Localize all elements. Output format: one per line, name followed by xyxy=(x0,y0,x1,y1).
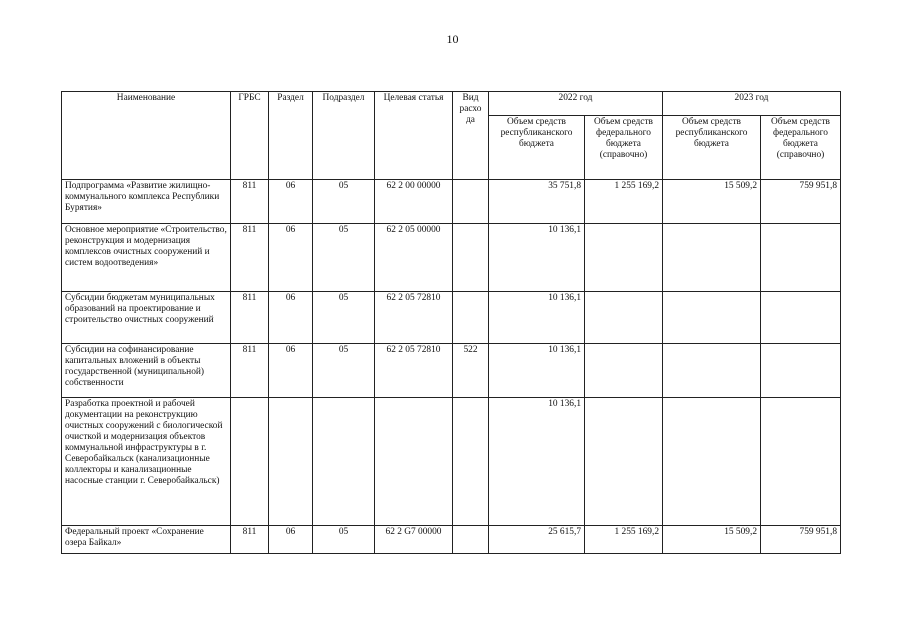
cell-razdel: 06 xyxy=(269,180,313,224)
header-celevaya: Целевая статья xyxy=(375,92,453,180)
cell-rep-2023 xyxy=(663,398,761,526)
budget-table xyxy=(61,91,841,554)
cell-razdel xyxy=(269,398,313,526)
cell-rep-2023: 15 509,2 xyxy=(663,180,761,224)
table-row xyxy=(62,526,841,554)
header-year-2023: 2023 год xyxy=(663,92,841,116)
cell-razdel: 06 xyxy=(269,224,313,292)
header-vid: Вид расхо да xyxy=(453,92,489,180)
header-fed-2022: Объем средств федерального бюджета (справочно) xyxy=(585,116,663,180)
header-fed-2023: Объем средств федерального бюджета (справочно) xyxy=(761,116,841,180)
cell-name: Субсидии бюджетам муниципальных образований на проектирование и строительство очистных сооружений xyxy=(62,292,231,344)
cell-celevaya: 62 2 05 72810 xyxy=(375,292,453,344)
cell-vid xyxy=(453,526,489,554)
cell-name: Субсидии на софинансирование капитальных вложений в объекты государственной (муниципальной) собственности xyxy=(62,344,231,398)
cell-celevaya: 62 2 00 00000 xyxy=(375,180,453,224)
cell-podrazdel: 05 xyxy=(313,526,375,554)
table-row xyxy=(62,344,841,398)
page-number: 10 xyxy=(446,32,459,46)
cell-vid xyxy=(453,292,489,344)
cell-vid xyxy=(453,224,489,292)
cell-name: Подпрограмма «Развитие жилищно-коммунального комплекса Республики Бурятия» xyxy=(62,180,231,224)
cell-rep-2023: 15 509,2 xyxy=(663,526,761,554)
cell-razdel: 06 xyxy=(269,344,313,398)
header-grbs: ГРБС xyxy=(231,92,269,180)
header-razdel: Раздел xyxy=(269,92,313,180)
cell-grbs: 811 xyxy=(231,224,269,292)
cell-vid xyxy=(453,180,489,224)
cell-rep-2022: 10 136,1 xyxy=(489,224,585,292)
cell-fed-2023 xyxy=(761,344,841,398)
cell-grbs: 811 xyxy=(231,180,269,224)
header-rep-2022: Объем средств республиканского бюджета xyxy=(489,116,585,180)
cell-fed-2023: 759 951,8 xyxy=(761,526,841,554)
cell-grbs: 811 xyxy=(231,344,269,398)
cell-rep-2023 xyxy=(663,292,761,344)
cell-rep-2022: 10 136,1 xyxy=(489,344,585,398)
table-body xyxy=(62,180,841,554)
cell-vid: 522 xyxy=(453,344,489,398)
cell-podrazdel xyxy=(313,398,375,526)
cell-fed-2023 xyxy=(761,292,841,344)
cell-celevaya: 62 2 05 72810 xyxy=(375,344,453,398)
cell-rep-2022: 10 136,1 xyxy=(489,292,585,344)
cell-name: Разработка проектной и рабочей документации на реконструкцию очистных сооружений с биологической очисткой и модернизация объектов коммунальной инфраструктуры в г. Северобайкальск (канализационные коллекторы и канализационные насосные станции г. Северобайкальск) xyxy=(62,398,231,526)
cell-celevaya: 62 2 G7 00000 xyxy=(375,526,453,554)
cell-celevaya: 62 2 05 00000 xyxy=(375,224,453,292)
cell-fed-2023 xyxy=(761,398,841,526)
cell-grbs: 811 xyxy=(231,292,269,344)
cell-grbs xyxy=(231,398,269,526)
cell-rep-2022: 10 136,1 xyxy=(489,398,585,526)
cell-razdel: 06 xyxy=(269,292,313,344)
cell-rep-2022: 25 615,7 xyxy=(489,526,585,554)
cell-razdel: 06 xyxy=(269,526,313,554)
cell-rep-2023 xyxy=(663,224,761,292)
cell-rep-2023 xyxy=(663,344,761,398)
cell-fed-2022: 1 255 169,2 xyxy=(585,180,663,224)
table-header xyxy=(62,92,841,180)
cell-fed-2022 xyxy=(585,224,663,292)
cell-fed-2023: 759 951,8 xyxy=(761,180,841,224)
table-row xyxy=(62,224,841,292)
cell-fed-2022 xyxy=(585,398,663,526)
cell-fed-2022: 1 255 169,2 xyxy=(585,526,663,554)
header-name: Наименование xyxy=(62,92,231,180)
header-year-2022: 2022 год xyxy=(489,92,663,116)
cell-fed-2023 xyxy=(761,224,841,292)
header-rep-2023: Объем средств республиканского бюджета xyxy=(663,116,761,180)
cell-podrazdel: 05 xyxy=(313,292,375,344)
table-row xyxy=(62,398,841,526)
table-row xyxy=(62,292,841,344)
cell-grbs: 811 xyxy=(231,526,269,554)
header-podrazdel: Подраздел xyxy=(313,92,375,180)
cell-vid xyxy=(453,398,489,526)
cell-fed-2022 xyxy=(585,344,663,398)
cell-fed-2022 xyxy=(585,292,663,344)
cell-name: Основное мероприятие «Строительство, реконструкция и модернизация комплексов очистных сооружений и систем водоотведения» xyxy=(62,224,231,292)
cell-rep-2022: 35 751,8 xyxy=(489,180,585,224)
table-row xyxy=(62,180,841,224)
cell-podrazdel: 05 xyxy=(313,180,375,224)
cell-podrazdel: 05 xyxy=(313,344,375,398)
cell-podrazdel: 05 xyxy=(313,224,375,292)
cell-celevaya xyxy=(375,398,453,526)
cell-name: Федеральный проект «Сохранение озера Байкал» xyxy=(62,526,231,554)
